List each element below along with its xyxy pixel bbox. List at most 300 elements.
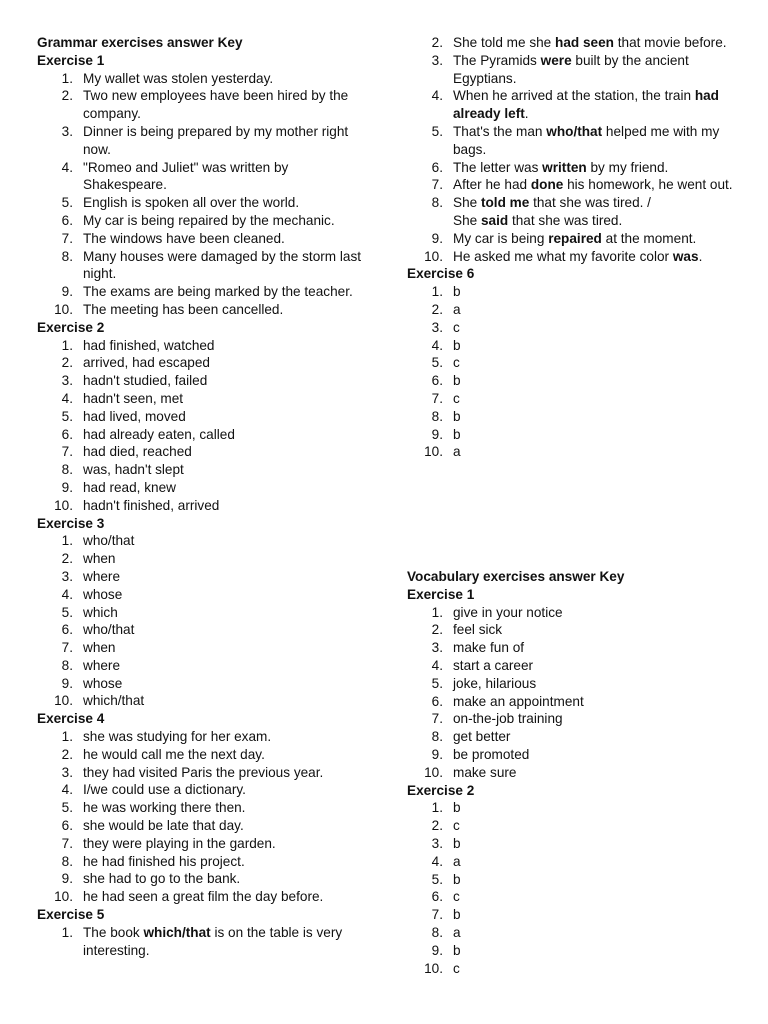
answer-item — [407, 354, 742, 372]
item-number: 4. — [431, 88, 443, 104]
bold-answer: said — [480, 212, 509, 228]
item-number: 6. — [431, 373, 443, 389]
answer-item — [407, 123, 742, 159]
item-number: 9. — [431, 230, 443, 246]
bold-answer: had seen — [555, 35, 614, 50]
answer-item — [37, 87, 372, 123]
sentence-part: at the moment. — [601, 230, 697, 246]
grammar-exercise-5 — [37, 906, 372, 959]
answer-text: he had finished his project. — [83, 853, 245, 869]
answer-text: make fun of — [453, 640, 525, 656]
item-number: 4. — [61, 390, 73, 406]
item-number: 2. — [431, 35, 443, 50]
answer-item — [407, 283, 742, 301]
answer-text: joke, hilarious — [453, 675, 537, 691]
item-number: 7. — [61, 230, 73, 246]
answer-text: be promoted — [453, 746, 530, 762]
grammar-exercise-2 — [37, 319, 372, 515]
answer-item — [37, 461, 372, 479]
item-number: 8. — [61, 462, 73, 478]
sentence-part: helped me with my bags. — [453, 123, 720, 157]
answer-text: which/that — [83, 693, 145, 709]
answer-text: he had seen a great film the day before. — [83, 889, 324, 905]
item-number: 6. — [61, 212, 73, 228]
item-number: 4. — [431, 337, 443, 353]
answer-text: who/that — [83, 533, 135, 549]
answer-list — [407, 34, 742, 265]
answer-item — [407, 390, 742, 408]
sentence-part: that she was tired. / — [529, 195, 651, 211]
exercise-heading: Exercise 1 — [37, 52, 105, 68]
answer-item — [37, 550, 372, 568]
item-number: 7. — [61, 444, 73, 460]
item-number: 3. — [61, 764, 73, 780]
answer-item — [407, 372, 742, 390]
answer-item — [37, 781, 372, 799]
item-number: 6. — [61, 818, 73, 834]
item-number: 10. — [54, 497, 73, 513]
right-column-bottom — [407, 568, 742, 977]
answer-item — [37, 799, 372, 817]
answer-text — [453, 177, 733, 192]
item-number: 5. — [431, 123, 443, 139]
item-number: 1. — [431, 800, 443, 816]
answer-text — [453, 124, 719, 157]
answer-item — [407, 52, 742, 88]
answer-text: b — [453, 408, 461, 424]
item-number: 7. — [61, 640, 73, 656]
answer-item — [37, 853, 372, 871]
sentence-part: by my friend. — [586, 159, 669, 175]
answer-item — [407, 728, 742, 746]
answer-text — [453, 249, 702, 264]
answer-text: Dinner is being prepared by my mother right now. — [83, 123, 349, 157]
sentence-part: his homework, he went out. — [563, 177, 733, 193]
answer-item — [407, 906, 742, 924]
bold-answer: were — [540, 52, 572, 68]
answer-list — [37, 728, 372, 906]
item-number: 2. — [431, 818, 443, 834]
answer-item — [37, 568, 372, 586]
answer-text: start a career — [453, 657, 534, 673]
item-number: 10. — [54, 301, 73, 317]
answer-text: where — [83, 657, 121, 673]
answer-item — [37, 230, 372, 248]
answer-text: a — [453, 301, 461, 317]
answer-item — [37, 692, 372, 710]
exercise-heading: Exercise 2 — [407, 782, 475, 798]
answer-item — [407, 230, 742, 248]
item-number: 6. — [431, 693, 443, 709]
item-number: 8. — [61, 248, 73, 264]
answer-item — [407, 693, 742, 711]
grammar-exercise-5-continued — [407, 34, 742, 265]
item-number: 2. — [61, 551, 73, 567]
item-number: 8. — [431, 195, 443, 211]
answer-item — [407, 443, 742, 461]
item-number: 7. — [431, 390, 443, 406]
answer-text — [453, 195, 651, 228]
item-number: 8. — [431, 924, 443, 940]
answer-text: who/that — [83, 622, 135, 638]
answer-item — [37, 888, 372, 906]
sentence-part: . — [698, 248, 703, 264]
exercise-heading: Exercise 3 — [37, 515, 105, 531]
answer-item — [37, 675, 372, 693]
answer-item — [407, 835, 742, 853]
item-number: 8. — [61, 657, 73, 673]
answer-item — [407, 301, 742, 319]
item-number: 9. — [61, 871, 73, 887]
answer-item — [37, 408, 372, 426]
answer-text: she was studying for her exam. — [83, 729, 272, 745]
grammar-exercise-1 — [37, 52, 372, 319]
answer-item — [37, 870, 372, 888]
answer-text: make an appointment — [453, 693, 584, 709]
sentence-part: He asked me what my favorite color — [453, 248, 673, 264]
item-number: 4. — [61, 782, 73, 798]
answer-item — [37, 764, 372, 782]
answer-list — [407, 604, 742, 782]
answer-item — [37, 479, 372, 497]
answer-item — [37, 924, 372, 960]
bold-answer: written — [542, 159, 587, 175]
answer-text: whose — [83, 586, 123, 602]
item-number: 3. — [431, 835, 443, 851]
item-number: 2. — [61, 746, 73, 762]
answer-text: on-the-job training — [453, 711, 563, 727]
answer-item — [37, 283, 372, 301]
item-number: 3. — [61, 123, 73, 139]
answer-text: a — [453, 924, 461, 940]
answer-item — [407, 248, 742, 266]
answer-text: make sure — [453, 764, 517, 780]
answer-item — [407, 604, 742, 622]
answer-text: b — [453, 942, 461, 958]
answer-text: hadn't seen, met — [83, 390, 184, 406]
grammar-exercise-3 — [37, 515, 372, 711]
item-number: 9. — [431, 942, 443, 958]
answer-text: arrived, had escaped — [83, 355, 210, 371]
answer-item — [37, 728, 372, 746]
item-number: 10. — [424, 764, 443, 780]
item-number: 1. — [61, 729, 73, 745]
item-number: 2. — [431, 622, 443, 638]
item-number: 1. — [61, 70, 73, 86]
answer-item — [407, 87, 742, 123]
item-number: 10. — [424, 444, 443, 460]
sentence-part: that movie before. — [613, 35, 727, 50]
item-number: 8. — [431, 408, 443, 424]
item-number: 5. — [61, 408, 73, 424]
item-number: 10. — [424, 960, 443, 976]
answer-item — [37, 657, 372, 675]
answer-text: My car is being repaired by the mechanic. — [83, 212, 335, 228]
item-number: 3. — [61, 373, 73, 389]
answer-text: I/we could use a dictionary. — [83, 782, 246, 798]
answer-item — [407, 746, 742, 764]
answer-item — [407, 942, 742, 960]
answer-text: get better — [453, 729, 511, 745]
item-number: 9. — [431, 746, 443, 762]
answer-text: b — [453, 800, 461, 816]
answer-text: b — [453, 284, 461, 300]
answer-text: had died, reached — [83, 444, 192, 460]
answer-text: My wallet was stolen yesterday. — [83, 70, 274, 86]
item-number: 1. — [61, 924, 73, 940]
answer-list — [37, 532, 372, 710]
answer-item — [37, 248, 372, 284]
answer-item — [37, 835, 372, 853]
answer-item — [407, 817, 742, 835]
answer-item — [407, 639, 742, 657]
item-number: 2. — [431, 301, 443, 317]
right-column-top — [407, 34, 742, 461]
answer-text: b — [453, 373, 461, 389]
item-number: 5. — [61, 195, 73, 211]
item-number: 1. — [61, 337, 73, 353]
answer-text: he would call me the next day. — [83, 746, 265, 762]
answer-text: which — [83, 604, 118, 620]
answer-list — [407, 799, 742, 977]
answer-text — [453, 88, 719, 121]
item-number: 7. — [431, 907, 443, 923]
grammar-exercise-4 — [37, 710, 372, 906]
item-number: 4. — [61, 159, 73, 175]
answer-item — [407, 960, 742, 978]
sentence-part: She told me she — [453, 35, 556, 50]
bold-answer: who/that — [546, 123, 603, 139]
answer-item — [407, 176, 742, 194]
answer-text: c — [453, 355, 460, 371]
answer-item — [407, 764, 742, 782]
item-number: 8. — [61, 853, 73, 869]
item-number: 4. — [61, 586, 73, 602]
answer-item — [37, 604, 372, 622]
answer-list — [37, 70, 372, 319]
answer-text: English is spoken all over the world. — [83, 195, 300, 211]
answer-text: "Romeo and Juliet" was written by Shakespeare. — [83, 159, 289, 193]
bold-answer: repaired — [548, 230, 602, 246]
item-number: 3. — [431, 52, 443, 68]
item-number: 5. — [61, 800, 73, 816]
answer-text: when — [83, 640, 116, 656]
answer-item — [37, 497, 372, 515]
grammar-exercise-6 — [407, 265, 742, 461]
answer-item — [407, 853, 742, 871]
item-number: 2. — [61, 88, 73, 104]
answer-text: had finished, watched — [83, 337, 215, 353]
item-number: 4. — [431, 657, 443, 673]
answer-item — [37, 639, 372, 657]
exercise-heading: Exercise 4 — [37, 711, 105, 727]
bold-answer: was — [672, 248, 699, 264]
sentence-part: . — [524, 106, 529, 122]
answer-text: c — [453, 960, 460, 976]
answer-item — [37, 426, 372, 444]
answer-item — [37, 586, 372, 604]
sentence-part: She — [453, 195, 481, 211]
answer-list — [407, 283, 742, 461]
answer-text — [83, 925, 342, 958]
item-number: 1. — [431, 604, 443, 620]
item-number: 5. — [431, 871, 443, 887]
answer-text: The meeting has been cancelled. — [83, 301, 284, 317]
answer-text: give in your notice — [453, 604, 563, 620]
answer-text: they had visited Paris the previous year. — [83, 764, 324, 780]
vocabulary-key-title: Vocabulary exercises answer Key — [407, 569, 625, 584]
answer-text: had already eaten, called — [83, 426, 235, 442]
answer-text: hadn't finished, arrived — [83, 497, 220, 513]
answer-item — [37, 212, 372, 230]
answer-text: c — [453, 319, 460, 335]
answer-item — [37, 817, 372, 835]
item-number: 7. — [61, 835, 73, 851]
answer-list — [37, 924, 372, 960]
answer-item — [407, 888, 742, 906]
item-number: 1. — [431, 284, 443, 300]
answer-text: where — [83, 568, 121, 584]
answer-item — [407, 675, 742, 693]
vocabulary-exercise-1 — [407, 586, 742, 782]
answer-item — [407, 710, 742, 728]
answer-item — [407, 657, 742, 675]
sentence-part: My car is being — [453, 230, 549, 246]
answer-item — [37, 159, 372, 195]
answer-item — [37, 621, 372, 639]
answer-text — [453, 160, 668, 175]
answer-text: Two new employees have been hired by the company. — [83, 88, 349, 122]
answer-item — [37, 301, 372, 319]
answer-item — [407, 426, 742, 444]
exercise-heading: Exercise 6 — [407, 266, 475, 282]
sentence-part: The letter was — [453, 159, 543, 175]
item-number: 6. — [61, 426, 73, 442]
answer-item — [37, 443, 372, 461]
answer-text: c — [453, 818, 460, 834]
item-number: 6. — [431, 159, 443, 175]
bold-answer: had already left — [453, 88, 719, 122]
item-number: 9. — [61, 284, 73, 300]
answer-item — [407, 34, 742, 52]
item-number: 5. — [431, 675, 443, 691]
answer-item — [407, 924, 742, 942]
item-number: 8. — [431, 729, 443, 745]
answer-item — [407, 621, 742, 639]
exercise-heading: Exercise 1 — [407, 586, 475, 602]
left-column — [37, 34, 372, 959]
sentence-part: that she was tired. — [508, 212, 623, 228]
answer-text: he was working there then. — [83, 800, 246, 816]
answer-text: hadn't studied, failed — [83, 373, 208, 389]
sentence-part: built by the ancient Egyptians. — [453, 52, 689, 86]
answer-text: b — [453, 426, 461, 442]
answer-item — [407, 408, 742, 426]
item-number: 5. — [431, 355, 443, 371]
item-number: 1. — [61, 533, 73, 549]
item-number: 9. — [61, 479, 73, 495]
answer-text: b — [453, 871, 461, 887]
bold-answer: done — [530, 177, 564, 193]
answer-item — [37, 70, 372, 88]
answer-item — [37, 746, 372, 764]
answer-text — [453, 53, 689, 86]
sentence-part: She — [453, 212, 481, 228]
answer-item — [37, 390, 372, 408]
item-number: 10. — [424, 248, 443, 264]
answer-text: when — [83, 551, 116, 567]
answer-text: a — [453, 444, 461, 460]
answer-item — [407, 194, 742, 230]
answer-item — [37, 123, 372, 159]
item-number: 10. — [54, 693, 73, 709]
answer-item — [407, 799, 742, 817]
answer-text: she had to go to the bank. — [83, 871, 241, 887]
item-number: 3. — [431, 640, 443, 656]
answer-text: was, hadn't slept — [83, 462, 184, 478]
answer-text: had read, knew — [83, 479, 176, 495]
answer-text: Many houses were damaged by the storm last night. — [83, 248, 362, 282]
answer-text: had lived, moved — [83, 408, 186, 424]
sentence-part: The Pyramids — [453, 52, 541, 68]
sentence-part: After he had — [453, 177, 531, 193]
answer-text — [453, 231, 696, 246]
answer-text: feel sick — [453, 622, 503, 638]
answer-item — [407, 159, 742, 177]
sentence-part: The book — [83, 924, 144, 940]
item-number: 9. — [431, 426, 443, 442]
item-number: 7. — [431, 711, 443, 727]
answer-text: b — [453, 337, 461, 353]
answer-text: c — [453, 889, 460, 905]
answer-text: they were playing in the garden. — [83, 835, 276, 851]
answer-text — [453, 35, 727, 50]
item-number: 3. — [61, 568, 73, 584]
answer-item — [37, 532, 372, 550]
item-number: 6. — [431, 889, 443, 905]
exercise-heading: Exercise 2 — [37, 319, 105, 335]
answer-item — [37, 337, 372, 355]
item-number: 9. — [61, 675, 73, 691]
item-number: 10. — [54, 889, 73, 905]
item-number: 2. — [61, 355, 73, 371]
exercise-heading: Exercise 5 — [37, 907, 105, 923]
item-number: 5. — [61, 604, 73, 620]
answer-text: b — [453, 835, 461, 851]
answer-text: she would be late that day. — [83, 818, 244, 834]
bold-answer: which/that — [143, 924, 211, 940]
answer-text: b — [453, 907, 461, 923]
sentence-part: is on the table is very interesting. — [83, 924, 343, 958]
item-number: 6. — [61, 622, 73, 638]
answer-item — [37, 194, 372, 212]
sentence-part: That's the man — [453, 123, 547, 139]
sentence-part: When he arrived at the station, the train — [453, 88, 695, 104]
vocabulary-exercise-2 — [407, 782, 742, 978]
answer-item — [37, 354, 372, 372]
item-number: 3. — [431, 319, 443, 335]
answer-text: c — [453, 390, 460, 406]
answer-item — [407, 337, 742, 355]
answer-text: whose — [83, 675, 123, 691]
bold-answer: told me — [480, 195, 530, 211]
answer-item — [37, 372, 372, 390]
answer-list — [37, 337, 372, 515]
answer-text: The windows have been cleaned. — [83, 230, 285, 246]
answer-item — [407, 871, 742, 889]
answer-item — [407, 319, 742, 337]
item-number: 7. — [431, 177, 443, 193]
